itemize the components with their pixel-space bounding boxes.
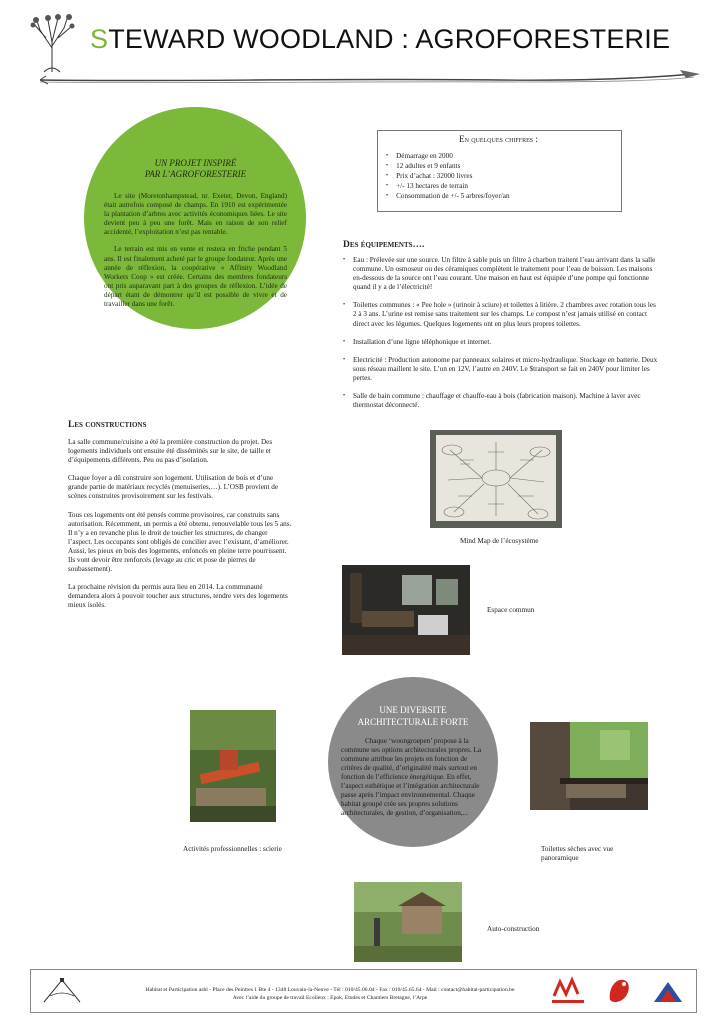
- intro-heading-line1: UN PROJET INSPIRÉ: [154, 158, 237, 168]
- constructions-paragraph: La prochaine révision du permis aura lieu en 2014. La communauté demandera alors à pouvoir toucher aux structures, tendre vers des logements mieux isolés.: [68, 583, 288, 610]
- toilets-caption-line1: Toilettes sèches avec vue: [541, 845, 614, 853]
- diversity-heading: [336, 704, 490, 728]
- common-room-scene: [342, 565, 470, 655]
- constructions-paragraph: La salle commune/cuisine a été la première construction du projet. Des logements individuels ont ensuite été disséminés sur le site, de taille et d’équipements différents. Peu ou pas d’isolation.: [68, 438, 273, 465]
- sawmill-scene: [190, 710, 276, 822]
- equipments-list: [343, 256, 658, 419]
- list-item: • Démarrage en 2000: [386, 152, 510, 162]
- list-item: • +/- 13 hectares de terrain: [386, 182, 510, 192]
- mindmap-caption: Mind Map de l’écosystème: [460, 537, 539, 545]
- mindmap-photo: [430, 430, 562, 528]
- list-item: • Consommation de +/- 5 arbres/foyer/an: [386, 192, 510, 202]
- intro-paragraph: Le site (Moretonhampstead, nr. Exeter, Devon, England) était autrefois composé de champs. En 1910 est expérimentée la plantation d’arbres avec activités économiques liées. Le site devient peu à peu une forêt. Mais en raison de son relief accidenté, l’exploitation n’est pas rentable.: [104, 192, 287, 237]
- common-room-photo: [342, 565, 470, 655]
- common-room-caption: Espace commun: [487, 606, 535, 614]
- diversity-heading-line1: UNE DIVERSITE: [379, 705, 447, 715]
- footer-line1: Habitat et Participation asbl - Place des Peintres 1 Bte 4 - 1348 Louvain-la-Neuve - Tél : 010/45.06.04 - Fax : 010/45.65.64 - Mail : contact@habitat-participation.be: [145, 987, 515, 993]
- auto-construction-caption: Auto-construction: [487, 925, 540, 933]
- auto-construction-scene: [354, 882, 462, 962]
- list-item: • Electricité : Production autonome par panneaux solaires et micro-hydraulique. Stockage en batterie. Deux sous réseau maillent le site. L’un en 12V, l’autre en 240V. Le $transport se fait en 240V pour limiter les pertes.: [343, 356, 658, 383]
- rooster-logo: [604, 974, 634, 1006]
- federation-logo: [650, 976, 686, 1006]
- footer-text: [90, 986, 570, 1002]
- sawmill-photo: [190, 710, 276, 822]
- intro-heading: [98, 158, 293, 180]
- list-item: • Salle de bain commune : chauffage et chauffe-eau à bois (fabrication maison). Machine à laver avec thermostat déconnecté.: [343, 392, 658, 410]
- auto-construction-photo: [354, 882, 462, 962]
- constructions-paragraph: Tous ces logements ont été pensés comme provisoires, car construits sans autorisation. Récemment, un permis a été obtenu, renouvelable tous les 5 ans. Il n’y a en revanche plus le droit de toucher les structures, de changer l’aspect. Les occupants sont obligés de concilier avec l’existant, d’améliorer. Aussi, les pieux en bois des logements, enfoncés en pleine terre pourrissent. Ils vont devoir être renforcés (levage au cric et pose de pierres de soubassement).: [68, 510, 292, 574]
- figures-heading: En quelques chiffres :: [459, 134, 538, 144]
- footer-line2: Avec l’aide du groupe de travail Ecolieux : Epok, Etudes et Chantiers Bretagne, l’Arpe: [232, 995, 428, 1001]
- constructions-heading: Les constructions: [68, 420, 147, 430]
- list-item: • Toilettes communes : « Pee hole » (urinoir à sciure) et toilettes à litière. 2 chambres avec rotation tous les 2 à 3 ans. L’urine est remise sans traitement sur les champs. Le compost n’est jamais utilisé en contact direct avec les légumes. Quelques logements ont en plus leurs propres toilettes.: [343, 301, 658, 328]
- branch-divider: [40, 66, 704, 88]
- constructions-text: [68, 438, 292, 620]
- toilets-photo: [530, 722, 648, 810]
- list-item: • Eau : Prélevée sur une source. Un filtre à sable puis un filtre à charbon traitent l’eau arrivant dans la salle commune. Un osmoseur ou des céramiques complètent le traitement pour l’eau de boisson. Les maisons en-dessous de la source ont l’eau courant. Une maison en haut est équipée d’une pompe qui fonctionne quand il y a de l’électricité!: [343, 256, 658, 292]
- habitat-participation-logo: [40, 972, 84, 1008]
- toilets-caption-line2: panoramique: [541, 854, 579, 862]
- intro-heading-line2: PAR L’AGROFORESTERIE: [144, 169, 247, 179]
- diversity-heading-line2: ARCHITECTURALE FORTE: [357, 717, 469, 727]
- toilets-caption: [541, 845, 613, 863]
- list-item: • Installation d’une ligne téléphonique et internet.: [343, 338, 658, 347]
- page-title: STEWARD WOODLAND : AGROFORESTERIE: [90, 24, 671, 54]
- diversity-paragraph: Chaque ‘woongroepen’ propose à la commune ses options architecturales propres. La commune attribue les projets en fonction de critères de qualité, d’originalité mais surtout en fonction de l’efficience énergétique. En effet, l’aspect esthétique et l’intégration architecturale passe après l’impact environnemental. Chaque habitat groupé crée ses propres solutions architecturales, de gestion, d’organisation,...: [341, 737, 482, 817]
- toilets-scene: [530, 722, 648, 810]
- diversity-text: [341, 737, 487, 818]
- figures-list: [386, 152, 510, 202]
- tree-logo-icon: [28, 12, 76, 74]
- intro-text: [104, 192, 287, 317]
- sawmill-caption: Activités professionnelles : scierie: [183, 845, 282, 853]
- intro-paragraph: Le terrain est mis en vente et restera en friche pendant 5 ans. Il est finalement acheté par le groupe fondateur. Après une année de réflexion, la coopérative « Affinity Woodland Workers Coop » est créée. Certains des membres fondateurs ont pris auparavant part à des groupes de réflexion. L’idée de départ étant de démontrer qu’il est possible de vivre et de travailler dans une forêt.: [104, 245, 287, 309]
- list-item: • Prix d’achat : 32000 livres: [386, 172, 510, 182]
- mindmap-sketch: [430, 430, 562, 528]
- list-item: • 12 adultes et 9 enfants: [386, 162, 510, 172]
- wallonia-logo: [548, 974, 588, 1006]
- constructions-paragraph: Chaque foyer a dû construire son logement. Utilisation de bois et d’une grande partie de matériaux recyclés (menuiseries,…). L’OSB provient de scènes construites provisoirement sur les festivals.: [68, 474, 279, 501]
- equipments-heading: Des équipements….: [343, 240, 425, 250]
